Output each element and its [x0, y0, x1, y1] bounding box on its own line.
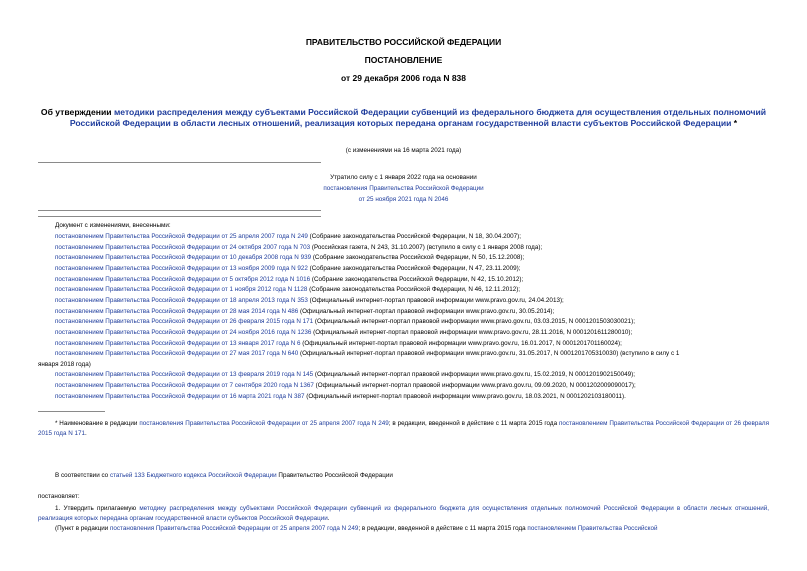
decree-word: постановляет:	[38, 493, 80, 500]
item-1-text: 1. Утвердить прилагаемую	[55, 505, 140, 512]
amendment-item	[55, 318, 770, 325]
amendment-source: (Собрание законодательства Российской Федерации, N 46, 12.11.2012);	[307, 286, 521, 294]
amendment-link[interactable]: постановлением Правительства Российской Федерации от 13 ноября 2009 года N 922	[55, 264, 308, 272]
amendment-item	[55, 382, 770, 389]
basis-text: В соответствии со	[55, 472, 110, 479]
amendment-item	[55, 340, 770, 347]
expired-note: Утратило силу с 1 января 2022 года на основании	[330, 174, 477, 181]
title-footnote-mark: *	[731, 118, 738, 128]
footnote-text: .	[85, 429, 87, 437]
amendment-link[interactable]: постановлением Правительства Российской Федерации от 16 марта 2021 года N 387	[55, 392, 305, 400]
amendment-link[interactable]: постановлением Правительства Российской Федерации от 24 октября 2007 года N 703	[55, 243, 311, 251]
expired-decree-link[interactable]: постановления Правительства Российской Федерации	[323, 185, 484, 192]
document-date: от 29 декабря 2006 года N 838	[340, 73, 467, 83]
item-1	[38, 504, 769, 523]
document-type: ПОСТАНОВЛЕНИЕ	[364, 55, 443, 65]
footnote	[38, 419, 769, 438]
footnote-divider	[38, 411, 105, 412]
document-title	[36, 107, 771, 129]
amendment-item	[55, 276, 770, 283]
issuing-authority: ПРАВИТЕЛЬСТВО РОССИЙСКОЙ ФЕДЕРАЦИИ	[305, 37, 502, 47]
amendment-item	[55, 350, 770, 357]
amendment-item	[55, 233, 770, 240]
footnote-link-171[interactable]: постановлением Правительства Российской Федерации от 26 февраля 2015 года N 171	[38, 420, 769, 437]
amendment-source: января 2018 года)	[38, 360, 91, 368]
amendment-link[interactable]: постановлением Правительства Российской Федерации от 25 апреля 2007 года N 249	[55, 233, 308, 240]
amendment-source: (Собрание законодательства Российской Федерации, N 42, 15.10.2012);	[310, 275, 524, 283]
amendment-source: (Официальный интернет-портал правовой информации www.pravo.gov.ru, 28.11.2016, N 0001201611280010);	[311, 328, 633, 336]
amendment-link[interactable]: постановлением Правительства Российской Федерации от 1 ноября 2012 года N 1128	[55, 286, 308, 294]
amendment-source: (Официальный интернет-портал правовой информации www.pravo.gov.ru, 09.09.2020, N 0001202009090017);	[313, 382, 636, 390]
divider	[38, 216, 321, 217]
basis-paragraph	[55, 472, 770, 479]
footnote-text: * Наименование в редакции	[55, 420, 140, 427]
amendment-source: (Официальный интернет-портал правовой информации www.pravo.gov.ru, 24.04.2013);	[307, 296, 564, 304]
amendment-item	[55, 254, 770, 261]
amendment-source: (Собрание законодательства Российской Федерации, N 50, 15.12.2008);	[311, 254, 525, 262]
item-1-note-text: ; в редакции, введенной в действие с 11 марта 2015 года	[358, 525, 528, 532]
amendment-link[interactable]: постановлением Правительства Российской Федерации от 28 мая 2014 года N 486	[55, 307, 299, 315]
amendment-link[interactable]: постановлением Правительства Российской Федерации от 7 сентября 2020 года N 1367	[55, 382, 314, 390]
footnote-link-249[interactable]: постановления Правительства Российской Федерации от 25 апреля 2007 года N 249	[139, 420, 389, 427]
amendment-source: (Официальный интернет-портал правовой информации www.pravo.gov.ru, 18.03.2021, N 0001202103180011).	[304, 392, 626, 400]
amendment-source: (Собрание законодательства Российской Федерации, N 47, 23.11.2009);	[307, 264, 521, 272]
amendment-link[interactable]: постановлением Правительства Российской Федерации от 10 декабря 2008 года N 939	[55, 254, 312, 262]
title-prefix: Об утверждении	[40, 107, 114, 117]
amendment-link[interactable]: постановлением Правительства Российской Федерации от 27 мая 2017 года N 640	[55, 350, 299, 358]
amendment-link[interactable]: постановлением Правительства Российской Федерации от 5 октября 2012 года N 1016	[55, 275, 311, 283]
amendment-source: (Официальный интернет-портал правовой информации www.pravo.gov.ru, 30.05.2014);	[298, 307, 555, 315]
amendment-link[interactable]: постановлением Правительства Российской Федерации от 18 апреля 2013 года N 353	[55, 296, 308, 304]
amendment-source: (Официальный интернет-портал правовой информации www.pravo.gov.ru, 03.03.2015, N 0001201503030021);	[313, 318, 635, 326]
footnote-text: ; в редакции, введенной в действие с 11 марта 2015 года	[388, 420, 559, 427]
amendment-link[interactable]: постановлением Правительства Российской Федерации от 24 ноября 2016 года N 1236	[55, 328, 312, 336]
amendment-source: (Официальный интернет-портал правовой информации www.pravo.gov.ru, 15.02.2019, N 0001201902150049);	[313, 371, 635, 379]
changes-note: (с изменениями на 16 марта 2021 года)	[345, 147, 462, 154]
amendment-link[interactable]: постановлением Правительства Российской Федерации от 13 февраля 2019 года N 145	[55, 371, 314, 379]
basis-text: Правительство Российской Федерации	[276, 472, 393, 479]
amendment-item	[55, 393, 770, 400]
title-link[interactable]: методики распределения между субъектами Российской Федерации субвенций из федерального бюджета для осуществления отдельных полномочий Российской Федерации в области лесных отношений, реализация которых передана органам государственной власти субъектов Российской Федерации	[69, 107, 767, 128]
amendment-item	[55, 265, 770, 272]
item-1-note	[38, 524, 769, 534]
amendment-source: (Официальный интернет-портал правовой информации www.pravo.gov.ru, 31.05.2017, N 0001201705310030) (вступило в силу с 1	[298, 350, 680, 358]
amendment-item	[55, 297, 770, 304]
amendment-source: (Официальный интернет-портал правовой информации www.pravo.gov.ru, 16.01.2017, N 0001201701160024);	[300, 339, 622, 347]
divider	[38, 210, 321, 211]
item-1-text: .	[327, 514, 330, 522]
amendment-link[interactable]: постановлением Правительства Российской Федерации от 26 февраля 2015 года N 171	[55, 318, 314, 326]
amendment-item	[55, 329, 770, 336]
item-1-note-link-249[interactable]: постановления Правительства Российской Федерации от 25 апреля 2007 года N 249	[110, 525, 359, 532]
item-1-note-link-171[interactable]: постановлением Правительства Российской	[527, 525, 658, 532]
amendment-item	[55, 244, 770, 251]
amendment-source: (Собрание законодательства Российской Федерации, N 18, 30.04.2007);	[307, 233, 521, 240]
amendment-item	[55, 286, 770, 293]
amendments-intro: Документ с изменениями, внесенными:	[55, 222, 171, 229]
budget-code-link[interactable]: статьей 133 Бюджетного кодекса Российской Федерации	[109, 472, 277, 479]
expired-decree-date-link[interactable]: от 25 ноября 2021 года N 2046	[358, 196, 449, 203]
amendment-item	[55, 308, 770, 315]
amendment-link[interactable]: постановлением Правительства Российской Федерации от 13 января 2017 года N 6	[55, 339, 301, 347]
amendment-source: (Российская газета, N 243, 31.10.2007) (вступило в силу с 1 января 2008 года);	[310, 243, 543, 251]
amendment-item	[55, 371, 770, 378]
amendment-item	[38, 361, 753, 368]
item-1-note-text: (Пункт в редакции	[55, 525, 110, 532]
methodology-link[interactable]: методику распределения между субъектами Российской Федерации субвенций из федерального бюджета для осуществления отдельных полномочий Российской Федерации в области лесных отношений, реализация которых передана органам государственной власти субъектов Российской Федерации	[38, 505, 769, 522]
divider	[38, 162, 321, 163]
